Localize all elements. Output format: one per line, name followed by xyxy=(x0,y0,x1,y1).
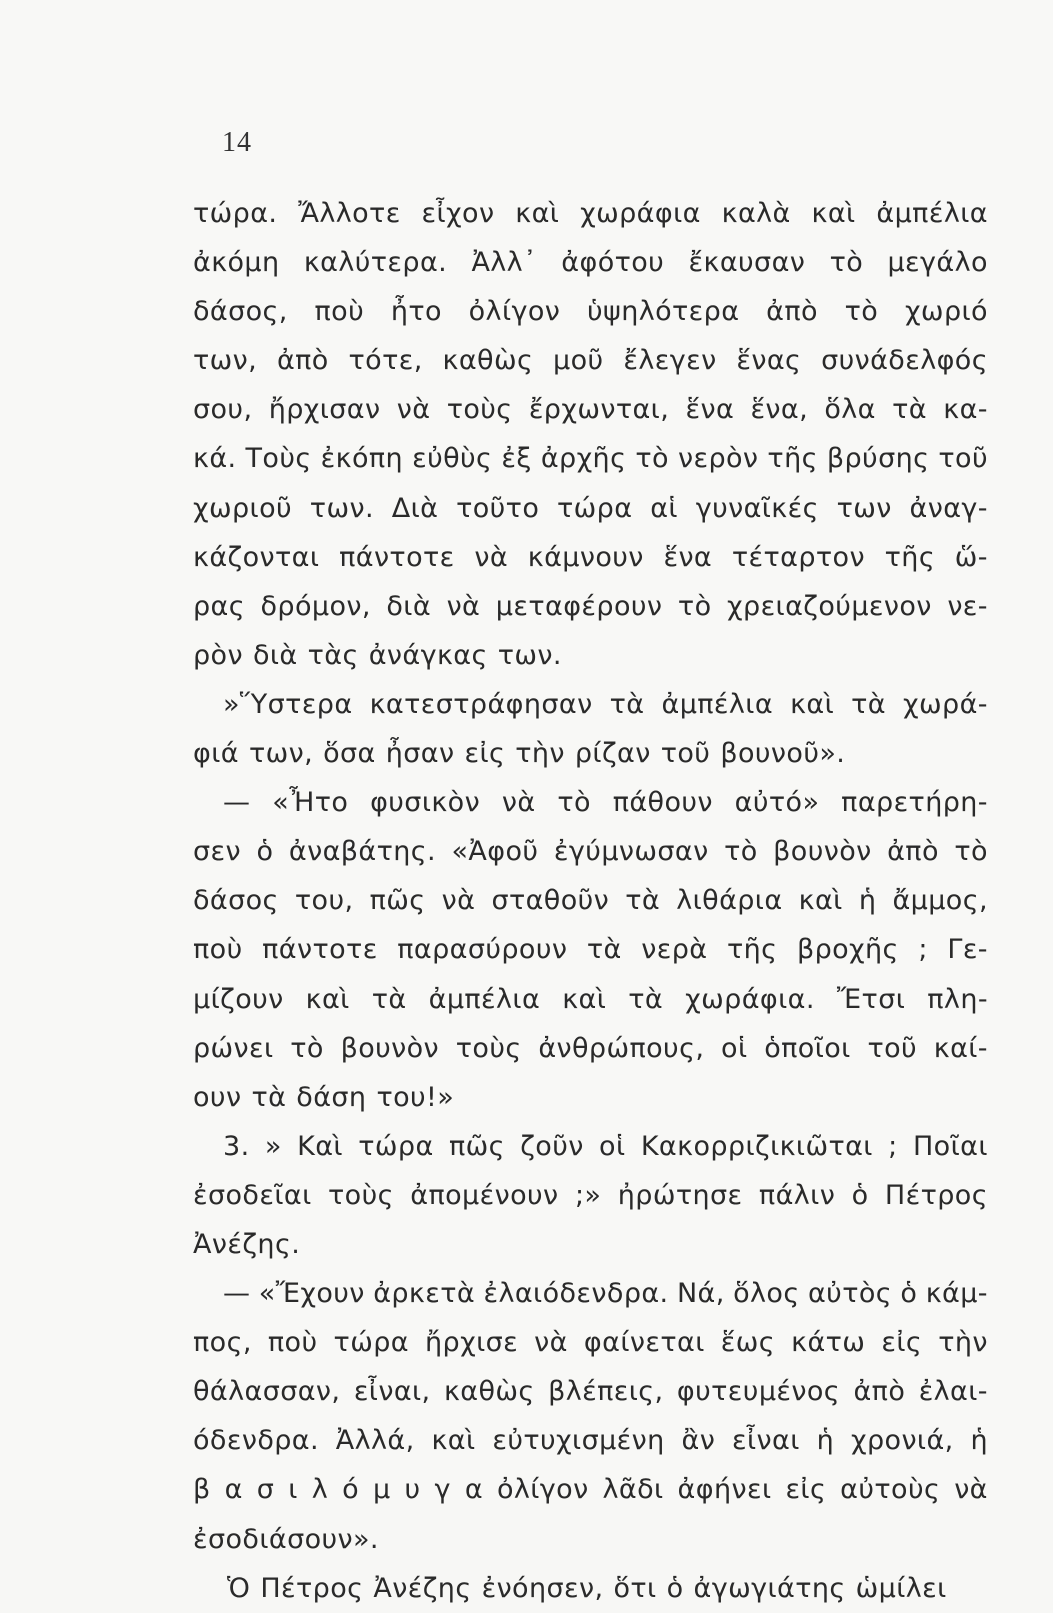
text-line: ἐσοδεῖαι τοὺς ἀπομένουν ;» ἠρώτησε πάλιν ὁ Πέτρος xyxy=(193,1179,988,1211)
text-line: »Ὕστερα κατεστράφησαν τὰ ἀμπέλια καὶ τὰ χωρά- xyxy=(223,688,988,720)
text-line: ρώνει τὸ βουνὸν τοὺς ἀνθρώπους, οἱ ὁποῖοι τοῦ καί- xyxy=(193,1032,988,1064)
text-line: των, ἀπὸ τότε, καθὼς μοῦ ἔλεγεν ἕνας συνάδελφός xyxy=(193,345,988,377)
text-line: κάζονται πάντοτε νὰ κάμνουν ἕνα τέταρτον τῆς ὥ- xyxy=(193,541,988,573)
text-line: μίζουν καὶ τὰ ἀμπέλια καὶ τὰ χωράφια. Ἔτσι πλη- xyxy=(193,983,988,1015)
text-line: ἐσοδιάσουν». xyxy=(193,1523,379,1555)
text-line: Ὁ Πέτρος Ἀνέζης ἐνόησεν, ὅτι ὁ ἀγωγιάτης ὡμίλει xyxy=(227,1572,947,1604)
text-line: ποὺ πάντοτε παρασύρουν τὰ νερὰ τῆς βροχῆς ; Γε- xyxy=(193,934,988,966)
text-line: τώρα. Ἄλλοτε εἶχον καὶ χωράφια καλὰ καὶ ἀμπέλια xyxy=(193,198,988,229)
text-line: ἀκόμη καλύτερα. Ἀλλ᾽ ἀφότου ἔκαυσαν τὸ μεγάλο xyxy=(193,247,988,279)
text-line: β α σ ι λ ό μ υ γ α ὀλίγον λᾶδι ἀφήνει εἰς αὐτοὺς νὰ xyxy=(193,1474,988,1506)
text-line: δάσος, ποὺ ἦτο ὀλίγον ὑψηλότερα ἀπὸ τὸ χωριό xyxy=(193,296,988,328)
text-line: ρας δρόμον, διὰ νὰ μεταφέρουν τὸ χρειαζούμενον νε- xyxy=(193,590,988,622)
text-line: — «Ἔχουν ἀρκετὰ ἐλαιόδενδρα. Νά, ὅλος αὐτὸς ὁ κάμ- xyxy=(223,1278,988,1310)
text-line: πος, ποὺ τώρα ἤρχισε νὰ φαίνεται ἕως κάτω εἰς τὴν xyxy=(193,1327,988,1359)
text-line: φιά των, ὅσα ἦσαν εἰς τὴν ρίζαν τοῦ βουνοῦ». xyxy=(193,738,846,770)
page-number: 14 xyxy=(222,127,252,158)
text-line: Ἀνέζης. xyxy=(193,1228,301,1260)
body-text xyxy=(193,189,988,1613)
text-line: 3. » Καὶ τώρα πῶς ζοῦν οἱ Κακορριζικιῶται ; Ποῖαι xyxy=(223,1130,988,1162)
text-line: δάσος του, πῶς νὰ σταθοῦν τὰ λιθάρια καὶ ἡ ἄμμος, xyxy=(193,885,988,917)
text-line: χωριοῦ των. Διὰ τοῦτο τώρα αἱ γυναῖκές των ἀναγ- xyxy=(193,492,988,524)
text-line: κά. Τοὺς ἐκόπη εὐθὺς ἐξ ἀρχῆς τὸ νερὸν τῆς βρύσης τοῦ xyxy=(193,443,988,475)
text-line: όδενδρα. Ἀλλά, καὶ εὐτυχισμένη ἂν εἶναι ἡ χρονιά, ἡ xyxy=(193,1425,988,1457)
text-line: σεν ὁ ἀναβάτης. «Ἀφοῦ ἐγύμνωσαν τὸ βουνὸν ἀπὸ τὸ xyxy=(193,836,988,868)
text-line: ρὸν διὰ τὰς ἀνάγκας των. xyxy=(193,639,562,671)
text-line: θάλασσαν, εἶναι, καθὼς βλέπεις, φυτευμένος ἀπὸ ἐλαι- xyxy=(193,1376,988,1408)
text-line: — «Ἦτο φυσικὸν νὰ τὸ πάθουν αὐτό» παρετήρη- xyxy=(223,787,988,819)
text-line: ουν τὰ δάση του!» xyxy=(193,1081,455,1113)
text-line: σου, ἤρχισαν νὰ τοὺς ἔρχωνται, ἕνα ἕνα, ὅλα τὰ κα- xyxy=(193,394,988,426)
